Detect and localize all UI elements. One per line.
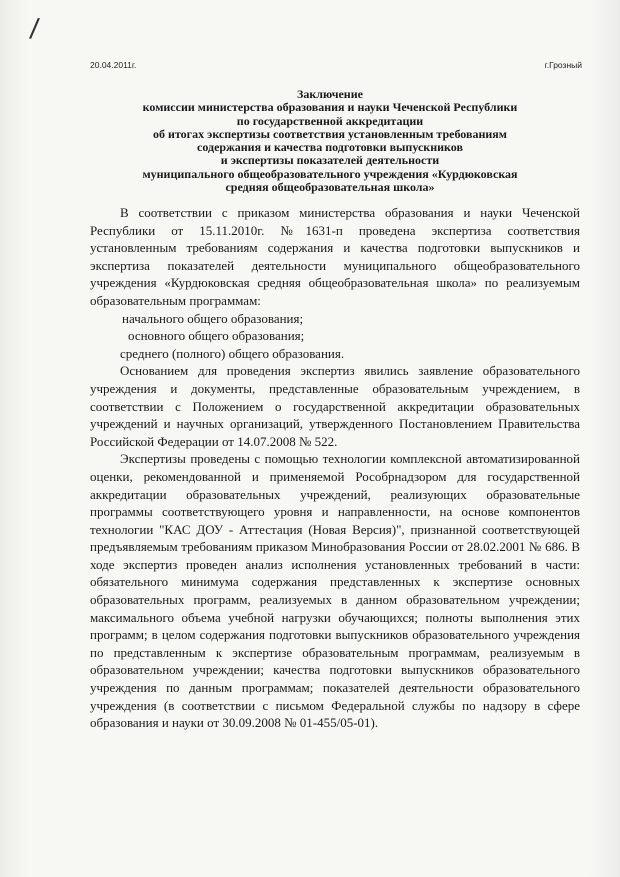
title-line: об итогах экспертизы соответствия установленным требованиям xyxy=(153,126,507,141)
paragraph-order: В соответствии с приказом министерства образования и науки Чеченской Республики от 15.11.2010г. №1631-п проведена экспертиза соответствия установленным требованиям содержания и качества подготовки выпускников и экспертиза показателей деятельности муниципального общеобразовательного учреждения «Курдюковская средняя общеобразовательная школа» по реализуемым образовательным программам: xyxy=(90,205,580,308)
document-body xyxy=(90,204,580,732)
program-list xyxy=(90,310,580,363)
document-header xyxy=(90,60,582,74)
paragraph-basis: Основанием для проведения экспертиз явились заявление образовательного учреждения и документы, представленные образовательным учреждением, в соответствии с Положением о государственной аккредитации образовательных учреждений и научных организаций, утвержденного Постановлением Правительства Российской Федерации от 14.07.2008 № 522. xyxy=(90,363,580,449)
title-line: по государственной аккредитации xyxy=(236,113,424,128)
list-item: начального общего образования; xyxy=(122,310,304,326)
title-line: Заключение xyxy=(297,87,363,101)
handwritten-mark-icon: / xyxy=(28,13,41,44)
document-date: 20.04.2011г. xyxy=(90,60,137,70)
list-item: основного общего образования; xyxy=(128,328,305,344)
document-title xyxy=(80,88,580,194)
title-line: и экспертизы показателей деятельности xyxy=(220,153,440,168)
paragraph-method: Экспертизы проведены с помощью технологии комплексной автоматизированной оценки, рекомендованной и применяемой Рособрнадзором для государственной аккредитации образовательных учреждений, реализующих образовательные программы соответствующего уровня и направленности, на основе компонентов технологии "КАС ДОУ - Аттестация (Новая Версия)", признанной соответствующей предъявляемым требованиям приказом Минобразования России от 28.02.2001 № 686. В ходе экспертиз проведен анализ исполнения установленных требований в части: обязательного минимума содержания представленных к экспертизе основных образовательных программ, реализуемых в данном образовательном учреждении; максимального объема учебной нагрузки обучающихся; полноты выполнения этих программ; в целом содержания подготовки выпускников образовательного учреждения по представленным к экспертизе образовательным программам, реализуемым в образовательном учреждении; качества подготовки выпускников образовательного учреждения по данным программам; показателей деятельности образовательного учреждения (в соответствии с письмом Федеральной службы по надзору в сфере образования и науки от 30.09.2008 № 01-455/05-01). xyxy=(90,451,580,731)
list-item: среднего (полного) общего образования. xyxy=(120,345,345,361)
title-line: муниципального общеобразовательного учреждения «Курдюковская xyxy=(142,166,518,181)
title-line: содержания и качества подготовки выпускников xyxy=(197,140,463,155)
document-city: г.Грозный xyxy=(544,60,582,70)
title-line: комиссии министерства образования и науки Чеченской Республики xyxy=(142,100,518,115)
title-line: средняя общеобразовательная школа» xyxy=(225,180,435,195)
